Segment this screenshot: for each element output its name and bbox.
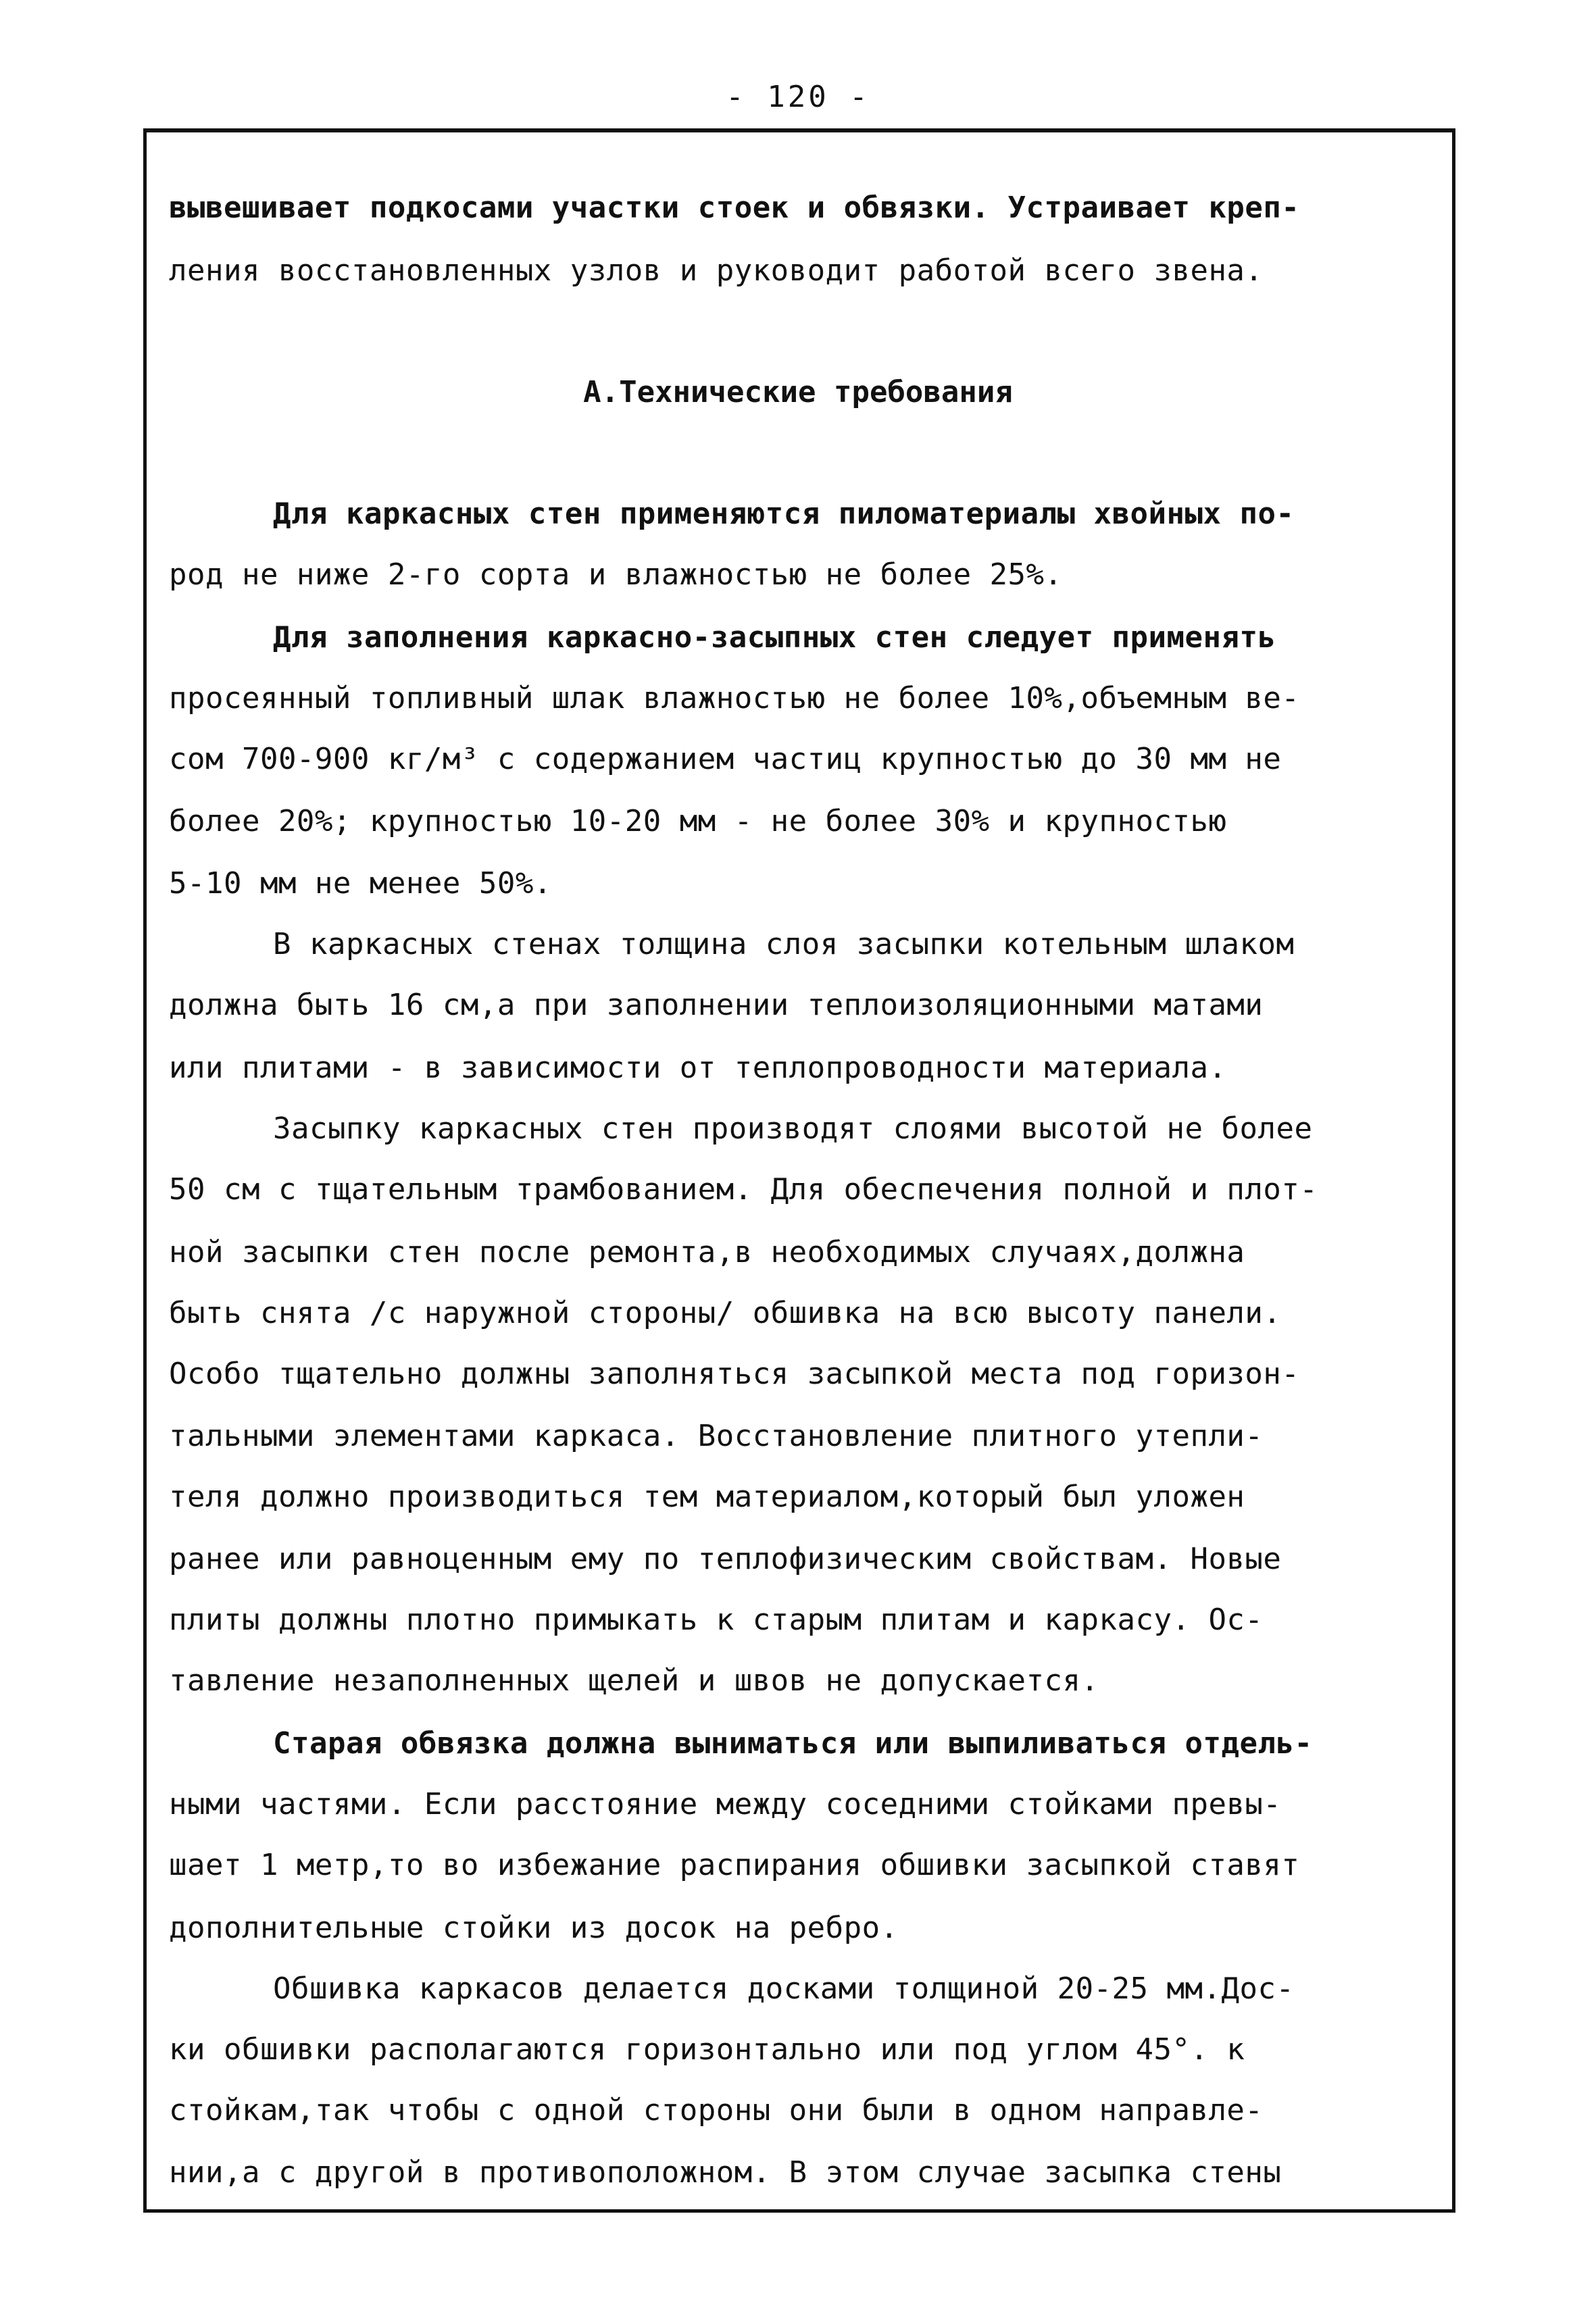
- page-number: - 120 -: [726, 80, 870, 114]
- section-heading: А.Технические требования: [583, 375, 1013, 409]
- body-line-6: просеянный топливный шлак влажностью не более 10%,объемным ве-: [169, 681, 1300, 715]
- body-line-16: быть снята /с наружной стороны/ обшивка на всю высоту панели.: [169, 1296, 1282, 1330]
- body-line-25: шает 1 метр,то во избежание распирания обшивки засыпкой ставят: [169, 1848, 1300, 1882]
- page-frame: [143, 128, 1455, 2213]
- body-line-29: стойкам,так чтобы с одной стороны они были в одном направле-: [169, 2093, 1264, 2128]
- body-line-15: ной засыпки стен после ремонта,в необходимых случаях,должна: [169, 1235, 1245, 1269]
- body-line-5: Для заполнения каркасно-засыпных стен следует применять: [273, 620, 1276, 655]
- body-line-28: ки обшивки располагаются горизонтально или под углом 45°. к: [169, 2032, 1245, 2067]
- body-line-19: теля должно производиться тем материалом,который был уложен: [169, 1480, 1245, 1514]
- body-line-4: род не ниже 2-го сорта и влажностью не более 25%.: [169, 557, 1063, 592]
- body-line-18: тальными элементами каркаса. Восстановление плитного утепли-: [169, 1419, 1264, 1453]
- body-line-30: нии,а с другой в противоположном. В этом случае засыпка стены: [169, 2155, 1282, 2190]
- body-line-12: или плитами - в зависимости от теплопроводности материала.: [169, 1051, 1227, 1085]
- body-line-14: 50 см с тщательным трамбованием. Для обеспечения полной и плот-: [169, 1172, 1318, 1207]
- body-line-17: Особо тщательно должны заполняться засыпкой места под горизон-: [169, 1357, 1300, 1391]
- body-line-13: Засыпку каркасных стен производят слоями высотой не более: [273, 1111, 1313, 1146]
- body-line-8: более 20%; крупностью 10-20 мм - не более 30% и крупностью: [169, 804, 1227, 838]
- body-line-7: сом 700-900 кг/м³ с содержанием частиц крупностью до 30 мм не: [169, 742, 1282, 776]
- body-line-22: тавление незаполненных щелей и швов не допускается.: [169, 1663, 1099, 1698]
- body-line-23: Старая обвязка должна выниматься или выпиливаться отдель-: [273, 1726, 1313, 1761]
- body-line-11: должна быть 16 см,а при заполнении теплоизоляционными матами: [169, 988, 1264, 1022]
- body-line-2: ления восстановленных узлов и руководит работой всего звена.: [169, 253, 1264, 288]
- body-line-26: дополнительные стойки из досок на ребро.: [169, 1911, 899, 1945]
- body-line-27: Обшивка каркасов делается досками толщиной 20-25 мм.Дос-: [273, 1971, 1295, 2006]
- body-line-10: В каркасных стенах толщина слоя засыпки котельным шлаком: [273, 927, 1295, 961]
- body-line-24: ными частями. Если расстояние между соседними стойками превы-: [169, 1787, 1282, 1821]
- body-line-20: ранее или равноценным ему по теплофизическим свойствам. Новые: [169, 1542, 1282, 1576]
- body-line-3: Для каркасных стен применяются пиломатериалы хвойных по-: [273, 497, 1295, 531]
- body-line-21: плиты должны плотно примыкать к старым плитам и каркасу. Ос-: [169, 1603, 1264, 1637]
- body-line-9: 5-10 мм не менее 50%.: [169, 866, 552, 901]
- body-line-1: вывешивает подкосами участки стоек и обвязки. Устраивает креп-: [169, 191, 1300, 225]
